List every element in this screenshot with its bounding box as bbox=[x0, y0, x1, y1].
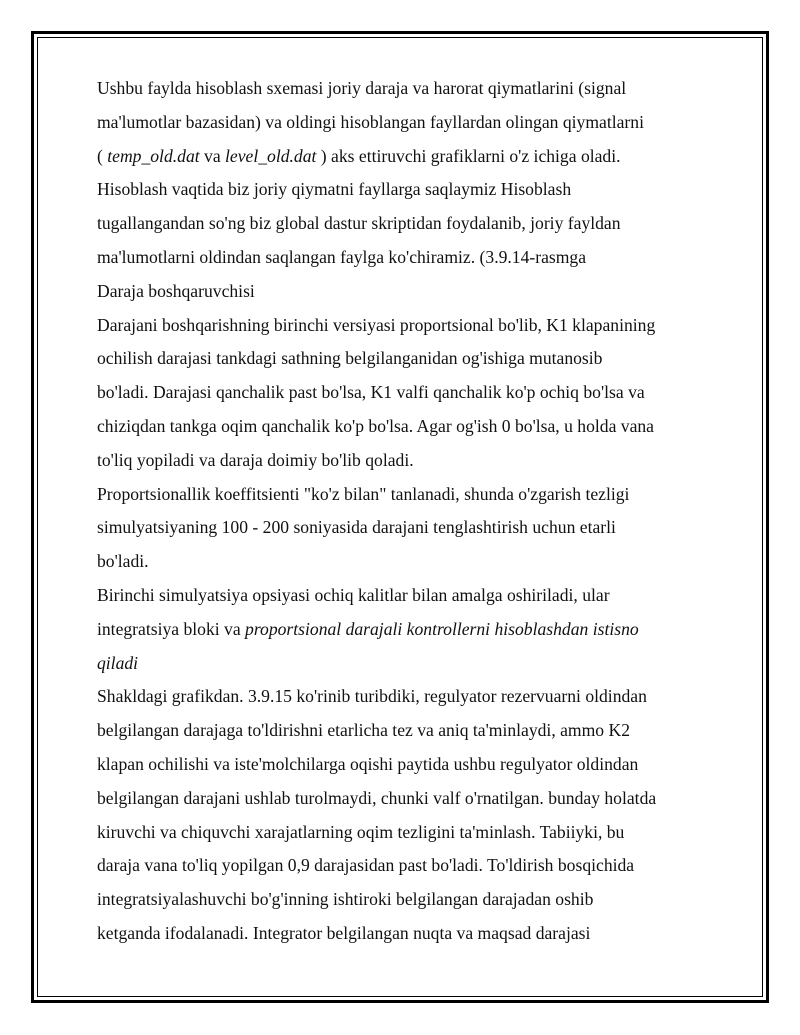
filename-temp-old: temp_old.dat bbox=[107, 145, 200, 166]
text-line: klapan ochilishi va iste'molchilarga oqishi paytida ushbu regulyator oldindan bbox=[97, 753, 639, 774]
text-segment: ) aks ettiruvchi grafiklarni o'z ichiga oladi. bbox=[316, 145, 621, 166]
text-segment: integratsiya bloki va bbox=[97, 618, 246, 639]
text-line: ma'lumotlarni oldindan saqlangan faylga ko'chiramiz. (3.9.14-rasmga bbox=[97, 246, 587, 267]
text-line: daraja vana to'liq yopilgan 0,9 darajasidan past bo'ladi. To'ldirish bosqichida bbox=[97, 855, 635, 876]
text-line: Ushbu faylda hisoblash sxemasi joriy daraja va harorat qiymatlarini (signal bbox=[97, 78, 627, 98]
text-line: bo'ladi. bbox=[97, 551, 149, 572]
text-line: integratsiyalashuvchi bo'g'inning ishtiroki belgilangan darajadan oshib bbox=[97, 889, 594, 910]
italic-phrase: qiladi bbox=[97, 652, 139, 673]
text-line: belgilangan darajani ushlab turolmaydi, chunki valf o'rnatilgan. bunday holatda bbox=[97, 787, 657, 808]
text-line: Proportsionallik koeffitsienti "ko'z bilan" tanlanadi, shunda o'zgarish tezligi bbox=[97, 483, 630, 504]
text-line: ma'lumotlar bazasidan) va oldingi hisoblangan fayllardan olingan qiymatlarni bbox=[97, 111, 644, 132]
text-line: Birinchi simulyatsiya opsiyasi ochiq kalitlar bilan amalga oshiriladi, ular bbox=[97, 584, 610, 605]
text-line: Hisoblash vaqtida biz joriy qiymatni fayllarga saqlaymiz Hisoblash bbox=[97, 179, 572, 200]
text-segment: va bbox=[199, 145, 226, 166]
text-line: chiziqdan tankga oqim qanchalik ko'p bo'lsa. Agar og'ish 0 bo'lsa, u holda vana bbox=[97, 415, 654, 436]
italic-phrase: proportsional darajali kontrollerni hisoblashdan istisno bbox=[245, 618, 639, 639]
text-line bbox=[97, 613, 725, 647]
text-line: ketganda ifodalanadi. Integrator belgilangan nuqta va maqsad darajasi bbox=[97, 922, 591, 943]
text-line: simulyatsiyaning 100 - 200 soniyasida darajani tenglashtirish uchun etarli bbox=[97, 517, 616, 538]
text-line: bo'ladi. Darajasi qanchalik past bo'lsa, K1 valfi qanchalik ko'p ochiq bo'lsa va bbox=[97, 382, 645, 403]
text-line bbox=[97, 140, 725, 174]
text-line: tugallangandan so'ng biz global dastur skriptidan foydalanib, joriy fayldan bbox=[97, 213, 621, 234]
filename-level-old: level_old.dat bbox=[225, 145, 317, 166]
document-body bbox=[97, 72, 725, 951]
section-heading: Daraja boshqaruvchisi bbox=[97, 280, 255, 301]
text-line: kiruvchi va chiquvchi xarajatlarning oqim tezligini ta'minlash. Tabiiyki, bu bbox=[97, 821, 625, 842]
text-line: to'liq yopiladi va daraja doimiy bo'lib qoladi. bbox=[97, 449, 414, 470]
text-line: Darajani boshqarishning birinchi versiyasi proportsional bo'lib, K1 klapanining bbox=[97, 314, 656, 335]
text-line: Shakldagi grafikdan. 3.9.15 ko'rinib turibdiki, regulyator rezervuarni oldindan bbox=[97, 686, 647, 707]
text-line bbox=[97, 647, 725, 681]
text-line: belgilangan darajaga to'ldirishni etarlicha tez va aniq ta'minlaydi, ammo K2 bbox=[97, 720, 630, 741]
text-segment: ( bbox=[97, 145, 108, 166]
text-line: ochilish darajasi tankdagi sathning belgilanganidan og'ishiga mutanosib bbox=[97, 348, 603, 369]
